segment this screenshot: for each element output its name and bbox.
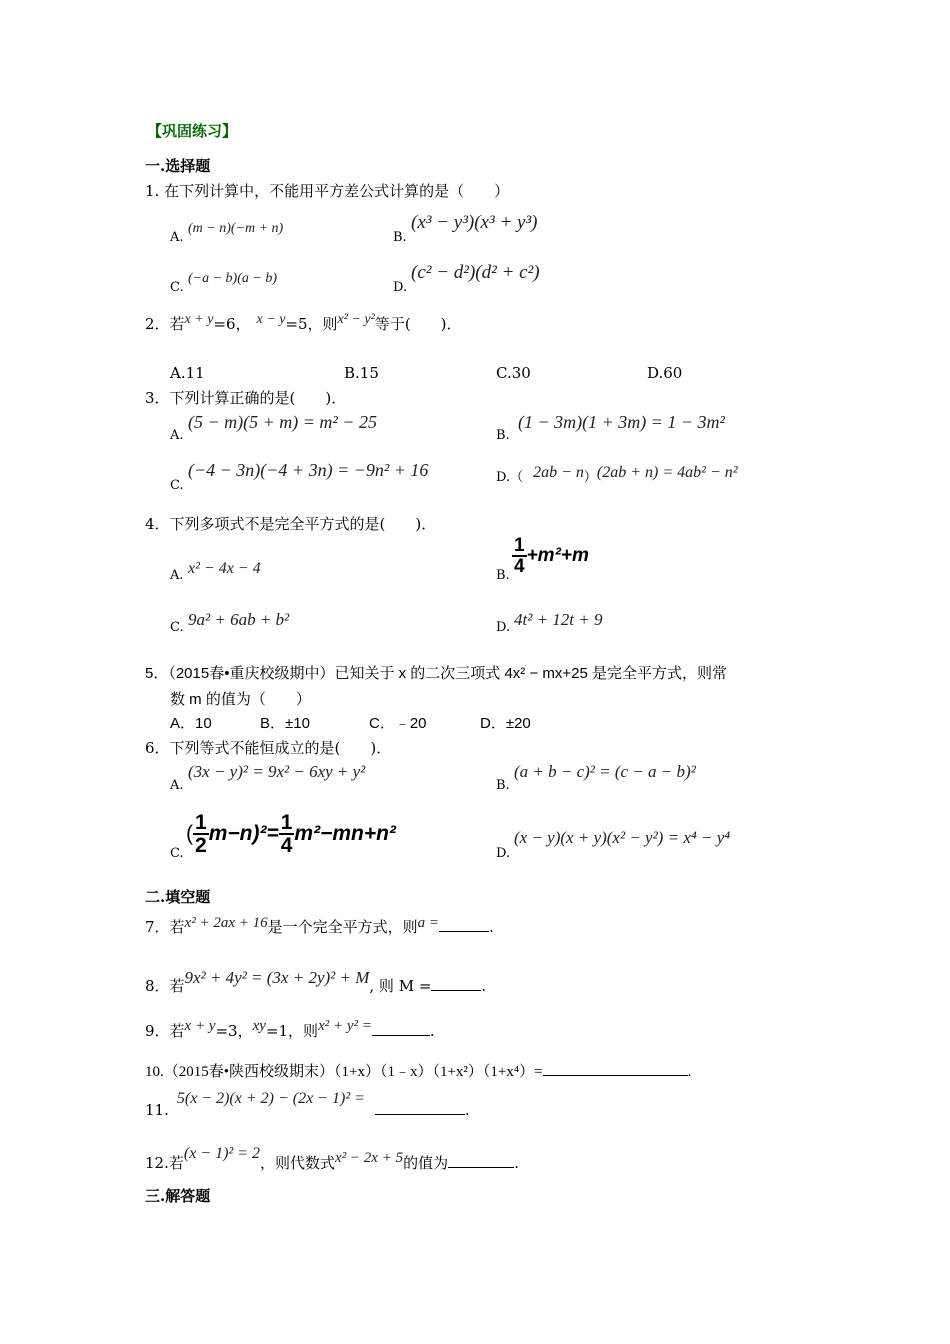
question-5-line-2: 数 m 的值为（ ） — [170, 691, 311, 708]
q6-option-a-label: A. — [170, 778, 184, 793]
q6-option-b-expr: (a + b − c)² = (c − a − b)² — [514, 762, 696, 781]
q7-answer-blank[interactable] — [439, 917, 489, 932]
question-8: 8．若9x² + 4y² = (3x + 2y)² + M, 则 M = . — [145, 968, 487, 995]
q6-option-d-expr: (x − y)(x + y)(x² − y²) = x⁴ − y⁴ — [514, 828, 731, 847]
q3-option-d-label: D.（ — [496, 470, 524, 485]
q4-option-c-expr: 9a² + 6ab + b² — [188, 610, 290, 629]
q1-option-a-expr: (m − n)(−m + n) — [188, 221, 284, 236]
question-1-stem: 1. 在下列计算中，不能用平方差公式计算的是（ ） — [145, 182, 510, 200]
q2-expr-2: x − y — [256, 312, 286, 327]
q12-answer-blank[interactable] — [448, 1153, 514, 1168]
section-heading-fill: 二.填空题 — [145, 888, 211, 906]
q11-answer-blank[interactable] — [375, 1100, 465, 1115]
q6-option-d-label: D. — [496, 846, 511, 861]
q6-option-c-label: C. — [170, 846, 184, 861]
q3-option-c-expr: (−4 − 3n)(−4 + 3n) = −9n² + 16 — [188, 460, 429, 480]
q6-option-a-expr: (3x − y)² = 9x² − 6xy + y² — [188, 762, 366, 781]
q12-expr-1: (x − 1)² = 2 — [183, 1145, 261, 1162]
q3-option-b-expr: (1 − 3m)(1 + 3m) = 1 − 3m² — [518, 412, 725, 432]
question-4-stem: 4．下列多项式不是完全平方式的是( )． — [145, 515, 437, 533]
q5-option-a: A．10 — [170, 715, 212, 732]
question-9: 9．若x + y=3，xy=1，则x² + y² = . — [145, 1018, 435, 1040]
q3-option-a-expr: (5 − m)(5 + m) = m² − 25 — [188, 412, 377, 432]
q2-text-4: 等于( )． — [374, 315, 462, 333]
q1-option-b-label: B. — [393, 230, 407, 245]
q2-option-a: A.11 — [170, 364, 205, 382]
q8-expr: 9x² + 4y² = (3x + 2y)² + M — [184, 968, 370, 987]
question-6-stem: 6．下列等式不能恒成立的是( )． — [145, 739, 392, 757]
q1-option-d-expr: (c² − d²)(d² + c²) — [411, 262, 540, 283]
q2-option-d: D.60 — [647, 364, 683, 382]
q3-option-c-label: C. — [170, 478, 184, 493]
q6-option-c-fraction-2: $\frac{1}{4}$ — [280, 811, 293, 857]
q8-answer-blank[interactable] — [431, 976, 481, 991]
q9-expr-2: xy — [252, 1018, 266, 1034]
q2-expr-3: x² − y² — [337, 312, 375, 327]
q4-option-a-label: A. — [170, 568, 184, 583]
q4-option-b-expr: $\frac{1}{4}$ +m²+m — [514, 535, 589, 577]
question-12: 12.若(x − 1)² = 2，则代数式x² − 2x + 5的值为 . — [145, 1145, 519, 1172]
q6-option-c-fraction-1: $\frac{1}{2}$ — [195, 811, 207, 857]
q3-option-d-expr-2: (2ab + n) = 4ab² − n² — [596, 464, 738, 481]
q2-text-3: =5，则 — [285, 315, 338, 333]
q5-option-c: C．﹣20 — [369, 715, 427, 732]
q5-option-b: B．±10 — [260, 715, 310, 732]
q4-option-b-label: B. — [496, 568, 510, 583]
q4-option-a-expr: x² − 4x − 4 — [188, 560, 261, 577]
page-title: 【巩固练习】 — [147, 122, 238, 140]
q9-answer-blank[interactable] — [372, 1021, 430, 1036]
q3-option-d — [496, 466, 738, 486]
q1-option-b-expr: (x³ − y³)(x³ + y³) — [411, 212, 538, 233]
question-5-line-1: 5．（2015春•重庆校级期中）已知关于 x 的二次三项式 4x² − mx+25 是完全平方式，则常 — [145, 665, 728, 682]
q2-text-1: 2．若 — [145, 315, 185, 333]
q9-expr-3: x² + y² = — [318, 1018, 372, 1034]
q7-expr-2: a = — [417, 915, 439, 931]
question-2-stem — [145, 313, 462, 334]
q4-option-d-label: D. — [496, 620, 511, 635]
q3-option-a-label: A. — [170, 428, 184, 443]
q3-option-d-mid: ） — [583, 470, 597, 485]
q6-option-b-label: B. — [496, 778, 510, 793]
q2-expr-1: x + y — [184, 312, 214, 327]
q9-expr-1: x + y — [184, 1018, 216, 1034]
section-heading-solve: 三.解答题 — [145, 1187, 211, 1205]
question-11: 11.5(x − 2)(x + 2) − (2x − 1)² =. — [145, 1090, 470, 1119]
question-3-stem: 3．下列计算正确的是( )． — [145, 389, 347, 407]
q2-text-2: =6， — [213, 315, 251, 333]
q4-option-d-expr: 4t² + 12t + 9 — [514, 610, 603, 629]
q4-option-c-label: C. — [170, 620, 184, 635]
q2-option-b: B.15 — [344, 364, 379, 382]
q5-option-d: D．±20 — [480, 715, 531, 732]
q1-option-d-label: D. — [393, 280, 408, 295]
question-7: 7．若x² + 2ax + 16是一个完全平方式，则a = . — [145, 915, 494, 936]
q1-option-c-label: C. — [170, 280, 184, 295]
section-heading-choice: 一.选择题 — [145, 157, 211, 175]
q12-expr-2: x² − 2x + 5 — [335, 1150, 404, 1166]
q3-option-b-label: B. — [496, 428, 510, 443]
q6-option-c-expr: ( $\frac{1}{2}$ m−n)²= $\frac{1}{4}$ m²−mn+n² — [186, 811, 396, 857]
q3-option-d-expr-1: 2ab − n — [533, 464, 584, 481]
q1-option-a-label: A. — [170, 230, 184, 245]
q4-option-b-fraction: $\frac{1}{4}$ — [514, 535, 525, 577]
q10-answer-blank[interactable] — [543, 1061, 688, 1076]
q2-option-c: C.30 — [496, 364, 531, 382]
question-10: 10.（2015春•陕西校级期末）（1+x）（1﹣x）（1+x²）（1+x⁴）= . — [145, 1060, 691, 1081]
q11-expr: 5(x − 2)(x + 2) − (2x − 1)² = — [176, 1090, 365, 1107]
q7-expr-1: x² + 2ax + 16 — [184, 915, 268, 931]
q1-option-c-expr: (−a − b)(a − b) — [188, 271, 277, 286]
